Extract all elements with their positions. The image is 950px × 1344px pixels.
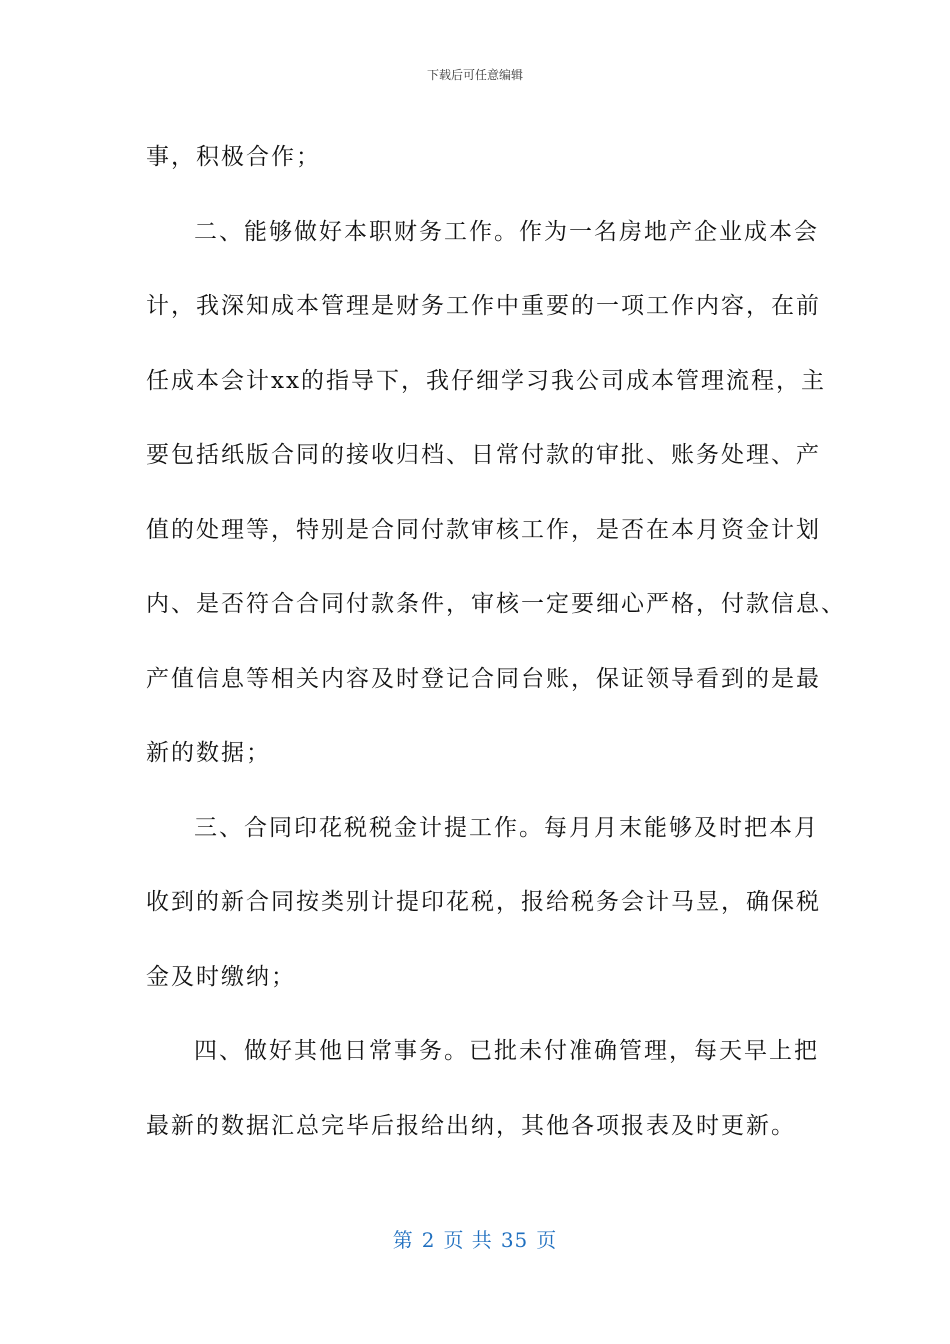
header-note: 下载后可任意编辑 <box>426 68 523 82</box>
body-line: 值的处理等，特别是合同付款审核工作，是否在本月资金计划 <box>146 516 821 543</box>
document-body <box>146 120 846 1163</box>
body-line: 四、做好其他日常事务。已批未付准确管理，每天早上把 <box>194 1038 819 1064</box>
footer-middle: 页 共 <box>443 1228 493 1252</box>
body-line: 最新的数据汇总完毕后报给出纳，其他各项报表及时更新。 <box>146 1112 796 1139</box>
footer-prefix: 第 <box>392 1228 414 1252</box>
body-line: 产值信息等相关内容及时登记合同台账，保证领导看到的是最 <box>146 665 821 692</box>
footer-suffix: 页 <box>536 1228 558 1252</box>
body-line: 三、合同印花税税金计提工作。每月月末能够及时把本月 <box>194 814 819 841</box>
footer-total-pages: 35 <box>500 1228 529 1252</box>
page-number-footer <box>0 1224 950 1253</box>
body-line: 事，积极合作； <box>146 144 321 170</box>
body-line: 收到的新合同按类别计提印花税，报给税务会计马昱，确保税 <box>146 889 821 915</box>
body-line: 二、能够做好本职财务工作。作为一名房地产企业成本会 <box>194 218 819 245</box>
body-line: 任成本会计xx的指导下，我仔细学习我公司成本管理流程，主 <box>146 367 826 394</box>
body-line: 新的数据； <box>146 740 271 766</box>
body-line: 内、是否符合合同付款条件，审核一定要细心严格，付款信息、 <box>146 591 846 617</box>
footer-page-number: 2 <box>421 1228 436 1252</box>
body-line: 要包括纸版合同的接收归档、日常付款的审批、账务处理、产 <box>146 442 821 468</box>
body-line: 计，我深知成本管理是财务工作中重要的一项工作内容，在前 <box>146 293 821 319</box>
body-line: 金及时缴纳； <box>146 963 296 990</box>
